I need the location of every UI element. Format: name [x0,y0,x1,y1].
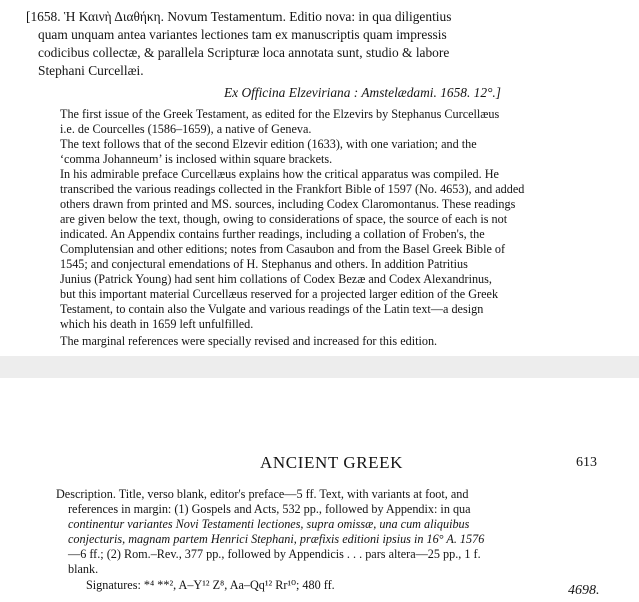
paragraph-line: The text follows that of the second Elzevir edition (1633), with one variation; and the [60,137,477,151]
paragraph-line: ‘comma Johanneum’ is inclosed within square brackets. [60,152,333,166]
description-line: references in margin: (1) Gospels and Acts, 532 pp., followed by Appendix: in qua [68,502,471,516]
paragraph-line: transcribed the various readings collected in the Frankfort Bible of 1597 (No. 4653), and added [60,182,525,196]
page-separator [0,356,639,378]
paragraph-line: 1545; and conjectural emendations of H. Stephanus and others. In addition Patritius [60,257,468,271]
signatures-line: Signatures: *⁴ **², A–Y¹² Z⁸, Aa–Qq¹² Rr¹⁰; 480 ff. [86,578,335,592]
paragraph-line: i.e. de Courcelles (1586–1659), a native of Geneva. [60,122,312,136]
paragraph-line: are given below the text, though, owing to considerations of space, the source of each is not [60,212,508,226]
title-line-2: quam unquam antea variantes lectiones tam ex manuscriptis quam impressis [38,27,447,42]
running-heading: ANCIENT GREEK [260,453,404,472]
paragraph-line: Junius (Patrick Young) had sent him collations of Codex Bezæ and Codex Alexandrinus, [60,272,492,286]
title-line-3: codicibus collectæ, & parallela Scripturæ loca annotata sunt, studio & labore [38,45,450,60]
imprint: Ex Officina Elzeviriana : Amstelædami. 1658. 12°.] [224,85,501,100]
paragraph-line: but this important material Curcellæus reserved for a projected larger edition of the Greek [60,287,499,301]
page-number: 613 [576,455,597,470]
catalogue-page-613 [0,378,639,602]
paragraph-line: which his death in 1659 left unfulfilled. [60,317,254,331]
paragraph-line: others drawn from printed and MS. sources, including Codex Claromontanus. These readings [60,197,516,211]
paragraph-line: Complutensian and other editions; notes from Casaubon and from the Basel Greek Bible of [60,242,506,256]
paragraph-line: indicated. An Appendix contains further readings, including a collation of Froben's, the [60,227,485,241]
description-line: Description. Title, verso blank, editor's preface—5 ff. Text, with variants at foot, and [56,487,469,501]
description-line: conjecturis, magnam partem Henrici Stephani, præfixis editioni ipsius in 16° A. 1576 [68,532,485,546]
paragraph-line: Testament, to contain also the Vulgate and various readings of the Latin text—a design [60,302,484,316]
description-line: —6 ff.; (2) Rom.–Rev., 377 pp., followed by Appendicis . . . pars altera—25 pp., 1 f. [68,547,481,561]
description-line: blank. [68,562,99,576]
title-line-4: Stephani Curcellæi. [38,63,144,78]
paragraph-line: The marginal references were specially revised and increased for this edition. [60,334,438,348]
entry-number: 4698. [568,583,600,598]
description-line: continentur variantes Novi Testamenti lectiones, supra omissæ, una cum aliquibus [68,517,470,531]
title-line-1: [1658. Ἡ Καινὴ Διαθήκη. Novum Testamentum. Editio nova: in qua diligentius [26,9,452,24]
paragraph-line: The first issue of the Greek Testament, as edited for the Elzevirs by Stephanus Curcellæus [60,107,500,121]
paragraph-line: In his admirable preface Curcellæus explains how the critical apparatus was compiled. He [60,167,499,181]
